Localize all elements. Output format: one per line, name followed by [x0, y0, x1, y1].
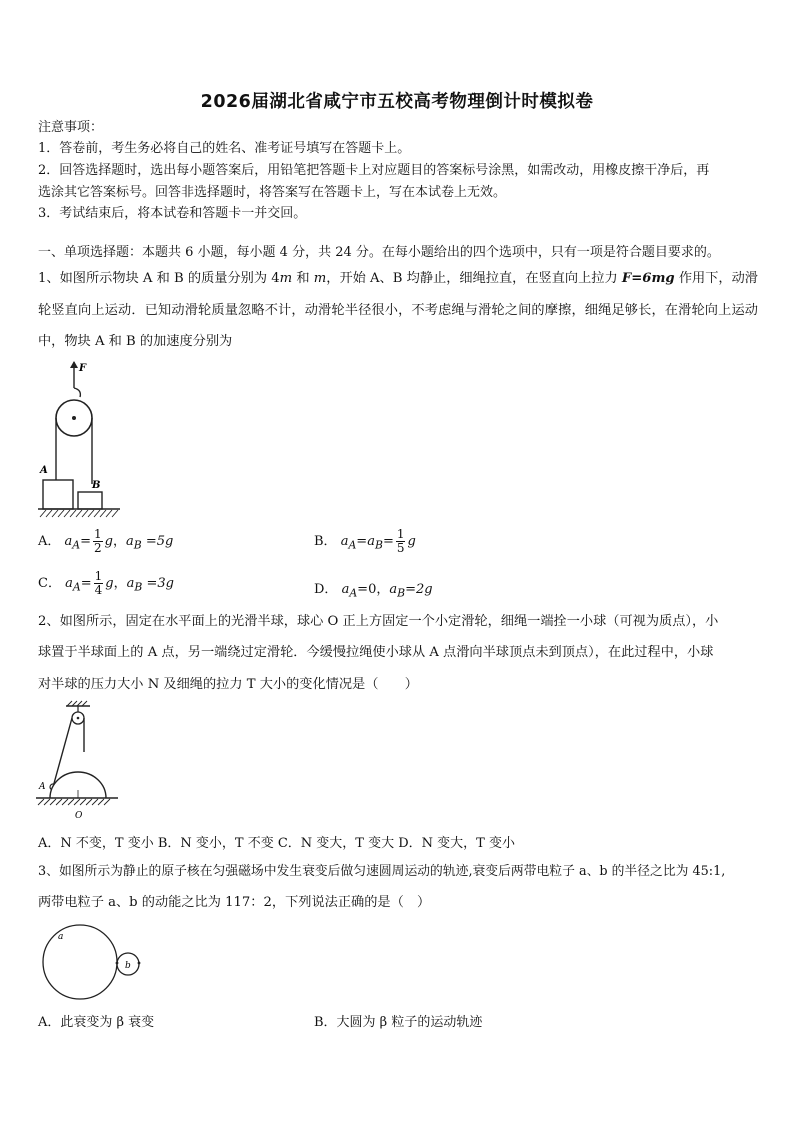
question-2-line: 球置于半球面上的 A 点，另一端绕过定滑轮．今缓慢拉绳使小球从 A 点滑向半球顶点未到顶点），在此过程中，小球	[38, 645, 714, 660]
large-circle-track	[43, 925, 117, 999]
hemisphere-figure	[34, 700, 124, 822]
q1-option-b[interactable]: B． $a_A=a_B=$ $\frac{1}{5}$ g	[314, 527, 416, 555]
q3-option-b[interactable]: B．大圆为 β 粒子的运动轨迹	[314, 1015, 483, 1030]
question-1-text: 1、如图所示物块 A 和 B 的质量分别为 4m 和 m，开始 A、B 均静止，细绳拉直，在竖直向上拉力 F=6mg 作用下，动滑轮竖直向上运动．已知动滑轮质量忽略不计，动滑轮半径很小，不考虑绳与滑轮之间的摩擦，细绳足够长，在滑轮向上运动中，物块 A 和 B 的加速度分别为	[38, 271, 758, 349]
label-a: A	[40, 465, 48, 476]
notice-item: 3．考试结束后，将本试卷和答题卡一并交回。	[38, 206, 307, 221]
notice-item: 选涂其它答案标号。回答非选择题时，将答案写在答题卡上，写在本试卷上无效。	[38, 185, 507, 200]
label-a: a	[58, 932, 64, 942]
q3-option-a[interactable]: A．此衰变为 β 衰变	[38, 1015, 155, 1030]
question-2-line: 2、如图所示，固定在水平面上的光滑半球，球心 O 正上方固定一个小定滑轮，细绳一端拴一小球（可视为质点），小	[38, 614, 719, 629]
question-3-line: 3、如图所示为静止的原子核在匀强磁场中发生衰变后做匀速圆周运动的轨迹,衰变后两带电粒子 a、b 的半径之比为 45:1,	[38, 864, 726, 879]
page-title: 2026届湖北省咸宁市五校高考物理倒计时模拟卷	[200, 92, 594, 112]
notice-item: 2．回答选择题时，选出每小题答案后，用铅笔把答题卡上对应题目的答案标号涂黑，如需改动，用橡皮擦干净后，再	[38, 163, 710, 178]
label-b: b	[125, 961, 131, 971]
question-2-line: 对半球的压力大小 N 及细绳的拉力 T 大小的变化情况是（ ）	[38, 677, 418, 692]
decay-figure	[40, 922, 150, 1002]
label-b: B	[92, 480, 101, 491]
q2-options[interactable]: A．N 不变，T 变小 B．N 变小，T 不变 C．N 变大，T 变大 D．N 变大，T 变小	[38, 836, 515, 851]
notice-heading: 注意事项：	[38, 120, 104, 135]
notice-item: 1．答卷前，考生务必将自己的姓名、准考证号填写在答题卡上。	[38, 141, 411, 156]
block-a	[43, 480, 73, 509]
label-o: O	[75, 811, 83, 821]
section-heading: 一、单项选择题：本题共 6 小题，每小题 4 分，共 24 分。在每小题给出的四个选项中，只有一项是符合题目要求的。	[38, 245, 720, 260]
question-3-line: 两带电粒子 a、b 的动能之比为 117：2，下列说法正确的是（ ）	[38, 895, 431, 910]
q1-option-c[interactable]: C． $a_A=$ $\frac{1}{4}$ g，$a_B =3g$	[38, 569, 174, 597]
label-a: A	[39, 782, 46, 792]
q1-option-a[interactable]: A． $a_A=$ $\frac{1}{2}$ g，$a_B =5g$	[38, 527, 174, 555]
label-f: F	[79, 363, 87, 374]
q1-option-d[interactable]: D． $a_A=0$，$a_B=2g$	[314, 582, 433, 600]
block-b	[78, 492, 102, 509]
pulley-figure	[36, 360, 126, 522]
